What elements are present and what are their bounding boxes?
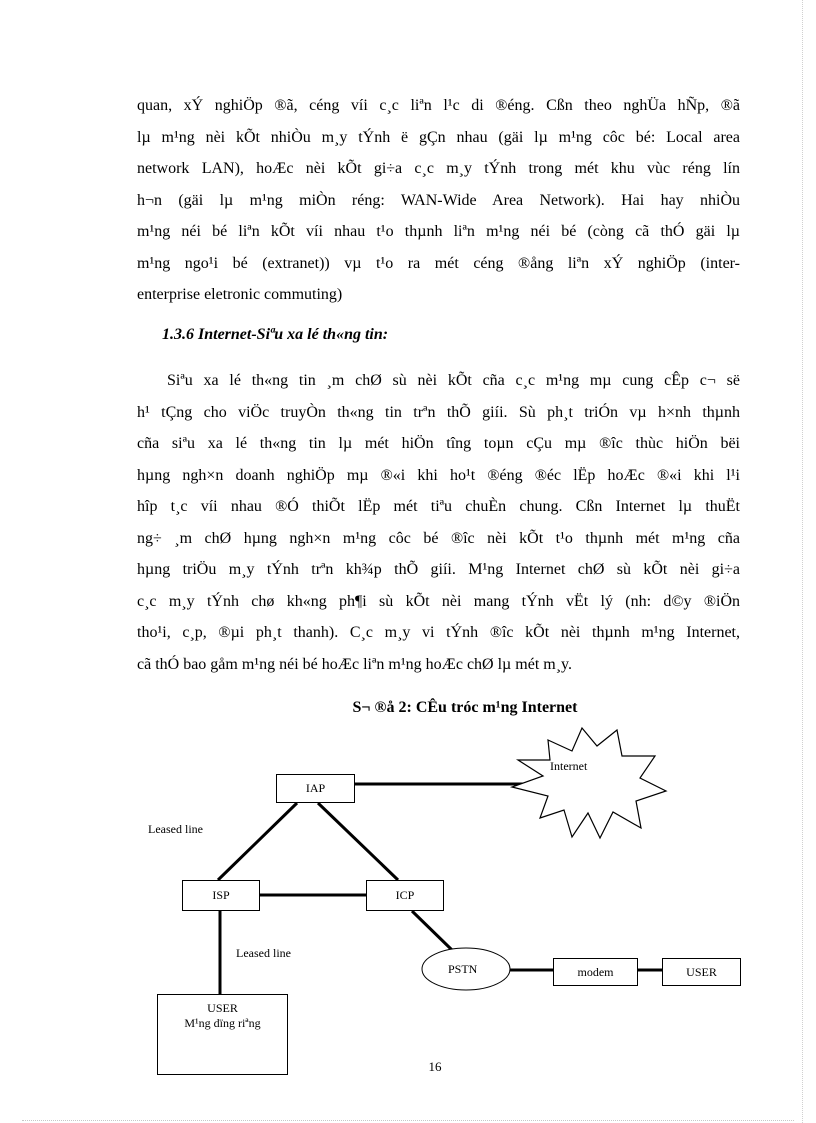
text-line: hµng triÖu m¸y tÝnh trªn kh¾p thÕ giíi. M¹ng Internet chØ sù kÕt nèi gi÷a xyxy=(137,561,740,578)
leased-line-label-bottom: Leased line xyxy=(236,946,291,960)
internet-cloud-icon xyxy=(512,728,666,838)
text-line: quan, xÝ nghiÖp ®ã, céng víi c¸c liªn l¹c di ®éng. Cßn theo nghÜa hÑp, ®ã xyxy=(137,97,740,114)
modem-label: modem xyxy=(577,964,614,979)
isp-label: ISP xyxy=(212,888,230,902)
isp-node xyxy=(182,880,260,911)
icp-label: ICP xyxy=(395,888,415,902)
text-line: m¹ng ngo¹i bé (extranet)) vµ t¹o ra mét céng ®ång liªn xÝ nghiÖp (inter- xyxy=(137,254,740,272)
text-line: Siªu xa lé th«ng tin ¸m chØ sù nèi kÕt cña c¸c m¹ng mµ cung cÊp c¬ së xyxy=(167,372,740,389)
leased-line-label-top: Leased line xyxy=(148,822,203,836)
text-line: c¸c m¸y tÝnh chø kh«ng ph¶i sù kÕt nèi mang tÝnh vËt lý (nh: d©y ®iÖn xyxy=(137,592,740,610)
section-heading: 1.3.6 Internet-Siªu xa lé th«ng tin: xyxy=(162,326,389,343)
text-line: cña siªu xa lé th«ng tin lµ mét hiÖn tîng toµn cÇu mµ ®îc thùc hiÖn bëi xyxy=(137,435,740,452)
text-line: lµ m¹ng nèi kÕt nhiÒu m¸y tÝnh ë gÇn nhau (gäi lµ m¹ng côc bé: Local area xyxy=(137,128,740,146)
text-line: ng÷ ¸m chØ hµng ngh×n m¹ng côc bé ®îc nèi kÕt t¹o thµnh mét m¹ng cña xyxy=(137,529,740,547)
text-line: m¹ng néi bé liªn kÕt víi nhau t¹o thµnh liªn m¹ng néi bé (còng cã thÓ gäi lµ xyxy=(137,223,740,240)
user-right-label: USER xyxy=(686,964,717,979)
modem-node xyxy=(553,958,638,986)
internet-label: Internet xyxy=(550,759,588,773)
diagram-caption: S¬ ®å 2: CÊu tróc m¹ng Internet xyxy=(352,699,578,716)
link-icp-pstn xyxy=(412,911,452,950)
user-bottom-label: USER xyxy=(207,1001,238,1015)
page-bottom-rule xyxy=(22,1120,794,1121)
user-private-network-node xyxy=(157,994,288,1075)
text-line: h¬n (gäi lµ m¹ng miÒn réng: WAN-Wide Area Network). Hai hay nhiÒu xyxy=(137,191,740,209)
icp-node xyxy=(366,880,444,911)
private-network-label: M¹ng dïng riªng xyxy=(184,1016,261,1030)
text-line: network LAN), hoÆc nèi kÕt gi÷a c¸c m¸y tÝnh trong mét khu vùc réng lín xyxy=(137,160,740,177)
page-right-rule xyxy=(802,0,803,1123)
page-number: 16 xyxy=(428,1059,442,1074)
user-right-node xyxy=(662,958,741,986)
pstn-label: PSTN xyxy=(448,962,478,976)
text-line: enterprise eletronic commuting) xyxy=(137,286,343,303)
link-iap-isp xyxy=(218,803,297,880)
iap-node xyxy=(276,774,355,803)
text-line: cã thÓ bao gåm m¹ng néi bé hoÆc liªn m¹ng hoÆc chØ lµ mét m¸y. xyxy=(137,655,572,673)
text-line: hîp t¸c víi nhau ®Ó thiÕt lËp mét tiªu chuÈn chung. Cßn Internet lµ thuËt xyxy=(137,498,740,515)
link-iap-icp xyxy=(318,803,398,880)
text-line: hµng ngh×n doanh nghiÖp mµ ®«i khi ho¹t ®éng ®éc lËp hoÆc ®«i khi l¹i xyxy=(137,466,740,484)
iap-label: IAP xyxy=(305,781,326,795)
text-line: tho¹i, c¸p, ®µi ph¸t thanh). C¸c m¸y vi tÝnh ®îc kÕt nèi thµnh m¹ng Internet, xyxy=(137,624,740,641)
text-line: h¹ tÇng cho viÖc truyÒn th«ng tin trªn thÕ giíi. Sù ph¸t triÓn vµ h×nh thµnh xyxy=(137,403,740,421)
